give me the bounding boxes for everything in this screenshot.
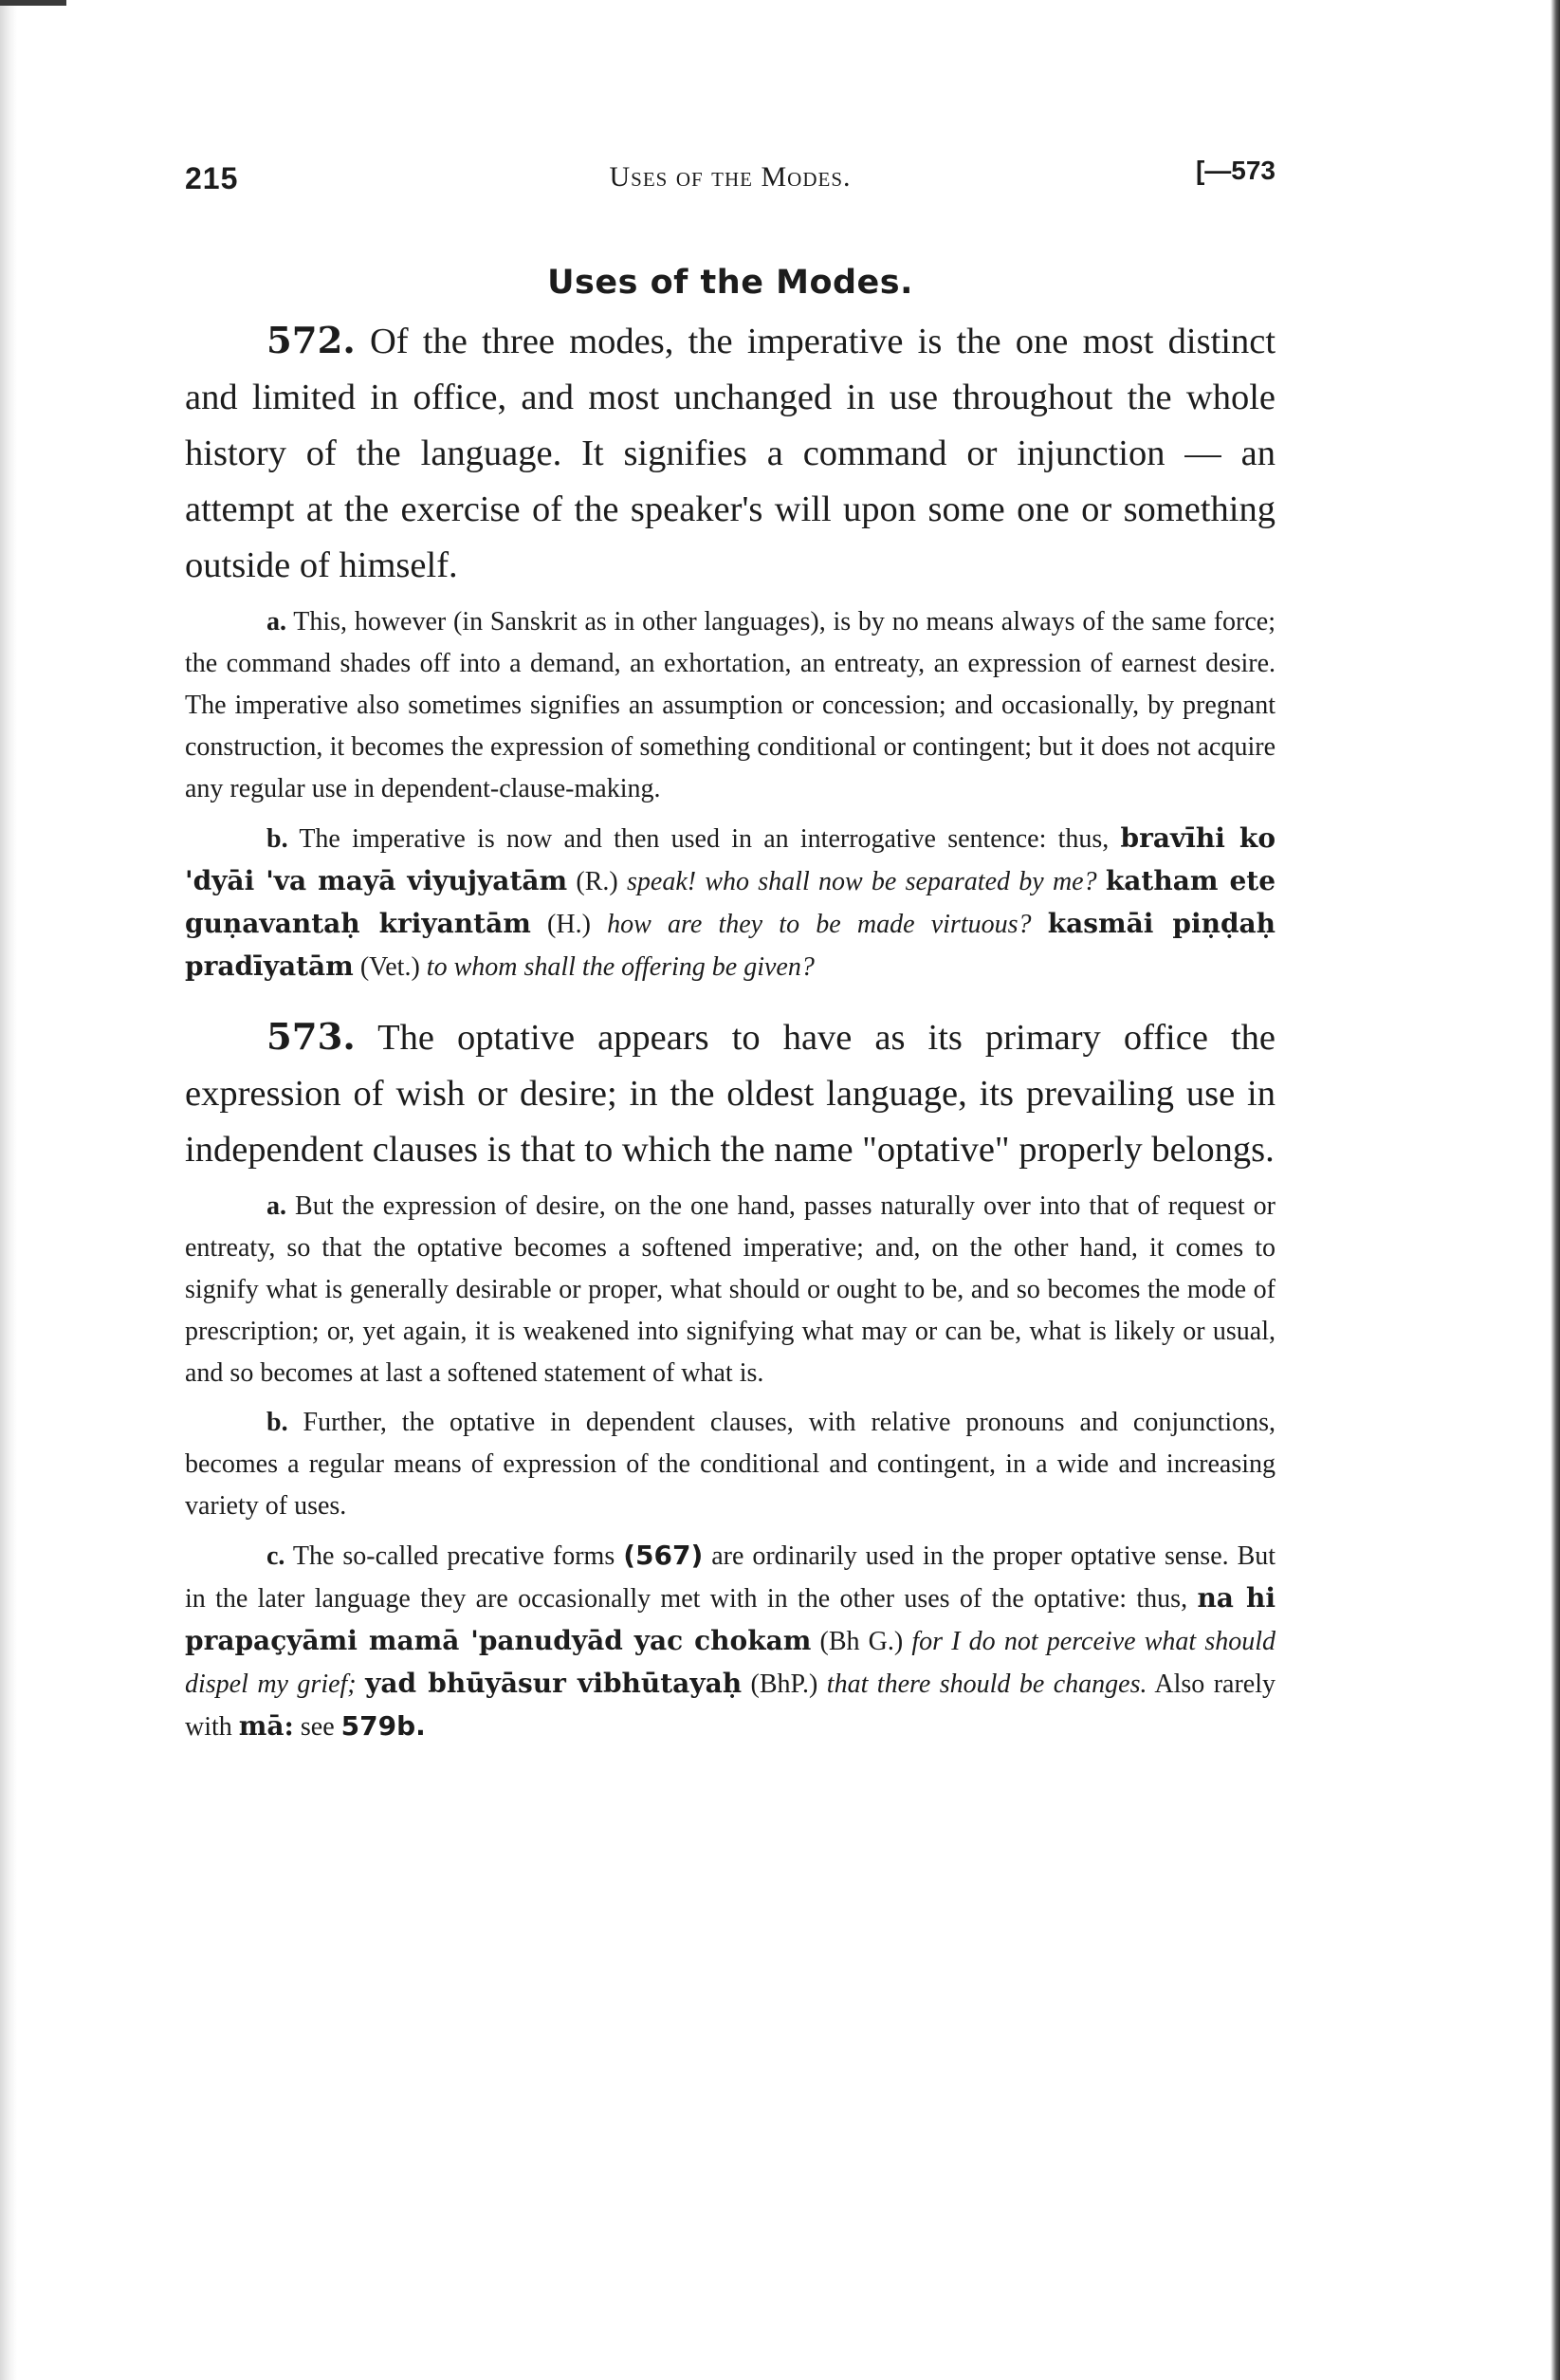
scan-top-mark bbox=[0, 0, 66, 6]
subparagraph-text: This, however (in Sanskrit as in other languages), is by no means always of the same force; the command shades off into a demand, an exhortation, an entreaty, an expression of earnest desire. The imperative also sometimes signifies an assumption or concession; and occasionally, by pregnant construction, it becomes the expression of something conditional or contingent; but it does not acquire any regular use in dependent-clause-making. bbox=[185, 607, 1276, 803]
paragraph-text: The optative appears to have as its primary office the expression of wish or desire; in the oldest language, its prevailing use in independent clauses is that to which the name "optative" properly belongs. bbox=[185, 1018, 1276, 1170]
subparagraph-letter: a. bbox=[266, 1191, 286, 1221]
subparagraph-572a bbox=[185, 601, 1276, 810]
subparagraph-letter: b. bbox=[266, 824, 288, 854]
translation: that there should be changes. bbox=[826, 1670, 1147, 1699]
source-ref: (R.) bbox=[576, 867, 618, 896]
sanskrit-example: yad bhūyāsur vibhūtayaḥ bbox=[365, 1668, 743, 1699]
running-title: Uses of the Modes. bbox=[609, 161, 852, 193]
page-number: 215 bbox=[185, 161, 239, 195]
subparagraph-573a bbox=[185, 1186, 1276, 1394]
translation: speak! who shall now be separated by me? bbox=[627, 867, 1097, 896]
section-ref: [—573 bbox=[1195, 156, 1276, 185]
sanskrit-example: na hi prapaçyāmi mamā 'panudyād yac chokam bbox=[185, 1582, 1276, 1656]
subparagraph-letter: c. bbox=[266, 1541, 285, 1571]
scan-edge-right bbox=[1551, 0, 1560, 2380]
cross-reference: 579b. bbox=[340, 1710, 426, 1742]
subparagraph-text: The imperative is now and then used in an interrogative sentence: thus, bbox=[299, 824, 1110, 854]
subparagraph-text: Further, the optative in dependent clauses, with relative pronouns and conjunctions, becomes a regular means of expression of the conditional and contingent, in a wide and increasing variety of uses. bbox=[185, 1408, 1276, 1521]
source-ref: (H.) bbox=[547, 910, 591, 939]
subparagraph-text: see bbox=[300, 1712, 335, 1742]
subparagraph-text: The so-called precative forms bbox=[292, 1541, 615, 1571]
subparagraph-text: But the expression of desire, on the one hand, passes naturally over into that of request or entreaty, so that the optative becomes a softened imperative; and, on the other hand, it comes to signify what is generally desirable or proper, what should or ought to be, and so becomes the mode of prescription; or, yet again, it is weakened into signifying what may or can be, what is likely or usual, and so becomes at last a softened statement of what is. bbox=[185, 1191, 1276, 1388]
sanskrit-example: bravīhi ko 'dyāi 'va mayā viyujyatām bbox=[185, 822, 1276, 896]
subparagraph-572b bbox=[185, 818, 1276, 988]
paragraph-number: 572. bbox=[266, 320, 356, 362]
paragraph-text: Of the three modes, the imperative is the one most distinct and limited in office, and most unchanged in use throughout the whole history of the language. It signifies a command or injunction — an attempt at the exercise of the speaker's will upon some one or something outside of himself. bbox=[185, 322, 1276, 585]
paragraph-573 bbox=[185, 1009, 1276, 1178]
subparagraph-573b bbox=[185, 1402, 1276, 1527]
subparagraph-letter: a. bbox=[266, 607, 286, 637]
paragraph-572 bbox=[185, 313, 1276, 594]
paragraph-number: 573. bbox=[266, 1016, 356, 1059]
subparagraph-text: are ordinarily used in the proper optative sense. But in the later language they are occasionally met with in the other uses of the optative: thus, bbox=[185, 1541, 1276, 1614]
page bbox=[185, 142, 1276, 1748]
cross-reference: (567) bbox=[623, 1540, 704, 1571]
sanskrit-example: kasmāi piṇḍaḥ pradīyatām bbox=[185, 908, 1276, 982]
section-title: Uses of the Modes. bbox=[547, 264, 913, 302]
subparagraph-letter: b. bbox=[266, 1408, 288, 1437]
subparagraph-573c bbox=[185, 1535, 1276, 1748]
sanskrit-example: mā: bbox=[238, 1710, 294, 1742]
source-ref: (BhP.) bbox=[750, 1670, 818, 1699]
translation: how are they to be made virtuous? bbox=[607, 910, 1032, 939]
translation: for I do not perceive what should dispel my grief; bbox=[185, 1627, 1276, 1699]
running-head bbox=[185, 142, 1276, 199]
source-ref: (Vet.) bbox=[359, 952, 420, 982]
source-ref: (Bh G.) bbox=[819, 1627, 904, 1656]
scan-edge-left bbox=[0, 0, 17, 2380]
subparagraph-text: Also rarely with bbox=[185, 1670, 1276, 1742]
sanskrit-example: katham ete guṇavantaḥ kriyantām bbox=[185, 865, 1276, 939]
translation: to whom shall the offering be given? bbox=[426, 952, 815, 982]
